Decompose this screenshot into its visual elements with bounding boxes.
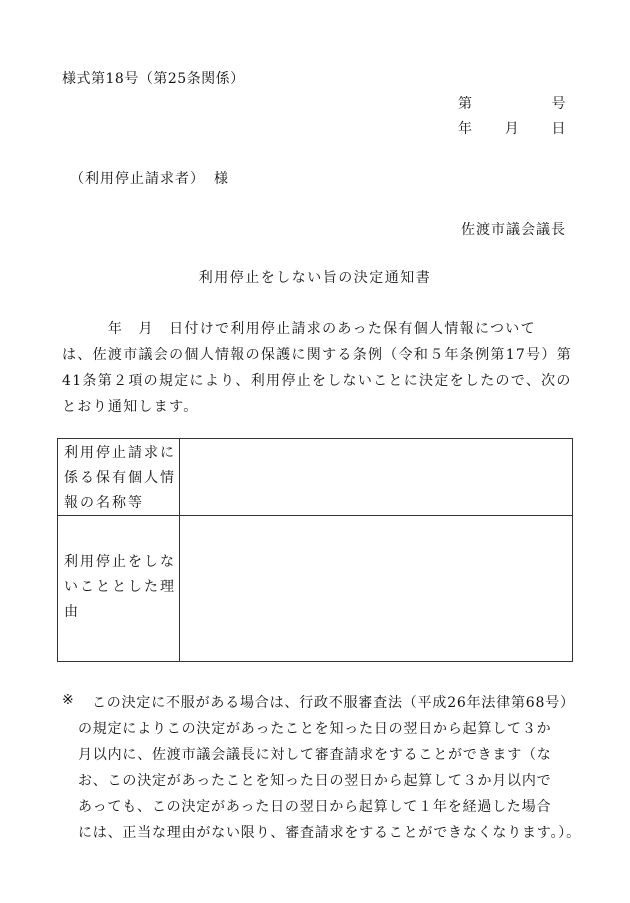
document-title: 利用停止をしない旨の決定通知書 (198, 270, 432, 286)
note-line: この決定に不服がある場合は、行政不服審査法（平成26年法律第68号） (92, 695, 575, 711)
note-line: の規定によりこの決定があったことを知った日の翌日から起算して３か (78, 721, 552, 737)
body-line: 年 月 日付けで利用停止請求のあった保有個人情報について (62, 321, 536, 337)
date-day: 日 (551, 121, 566, 137)
addressee-honorific: 様 (214, 171, 229, 187)
date-month: 月 (504, 121, 520, 137)
info-table (57, 438, 573, 662)
form-label: 様式第18号（第25条関係） (62, 71, 245, 87)
note-line: には、正当な理由がない限り、審査請求をすることができなくなります。）。 (78, 825, 581, 841)
table-row-label: 利用停止をしないこととした理由 (64, 554, 176, 620)
document-number (458, 93, 566, 113)
body-line: は、佐渡市議会の個人情報の保護に関する条例（令和５年条例第17号）第 (62, 347, 573, 363)
table-row-label: 利用停止請求に係る保有個人情報の名称等 (64, 445, 176, 511)
note-line: あっても、この決定があった日の翌日から起算して１年を経過した場合 (78, 799, 552, 815)
body-line: とおり通知します。 (62, 399, 199, 415)
note-line: 月以内に、佐渡市議会議長に対して審査請求をすることができます（な (78, 747, 552, 763)
number-suffix: 号 (551, 96, 566, 112)
note-mark: ※ (62, 692, 75, 708)
date-year: 年 (458, 121, 473, 137)
body-line: 41条第２項の規定により、利用停止をしないことに決定をしたので、次の (62, 373, 572, 389)
number-prefix: 第 (458, 96, 473, 112)
note-line: お、この決定があったことを知った日の翌日から起算して３か月以内で (78, 773, 552, 789)
addressee-name: （利用停止請求者） (70, 171, 205, 187)
table-divider-vertical (179, 439, 180, 661)
issuer: 佐渡市議会議長 (461, 222, 566, 238)
document-date (458, 118, 566, 138)
